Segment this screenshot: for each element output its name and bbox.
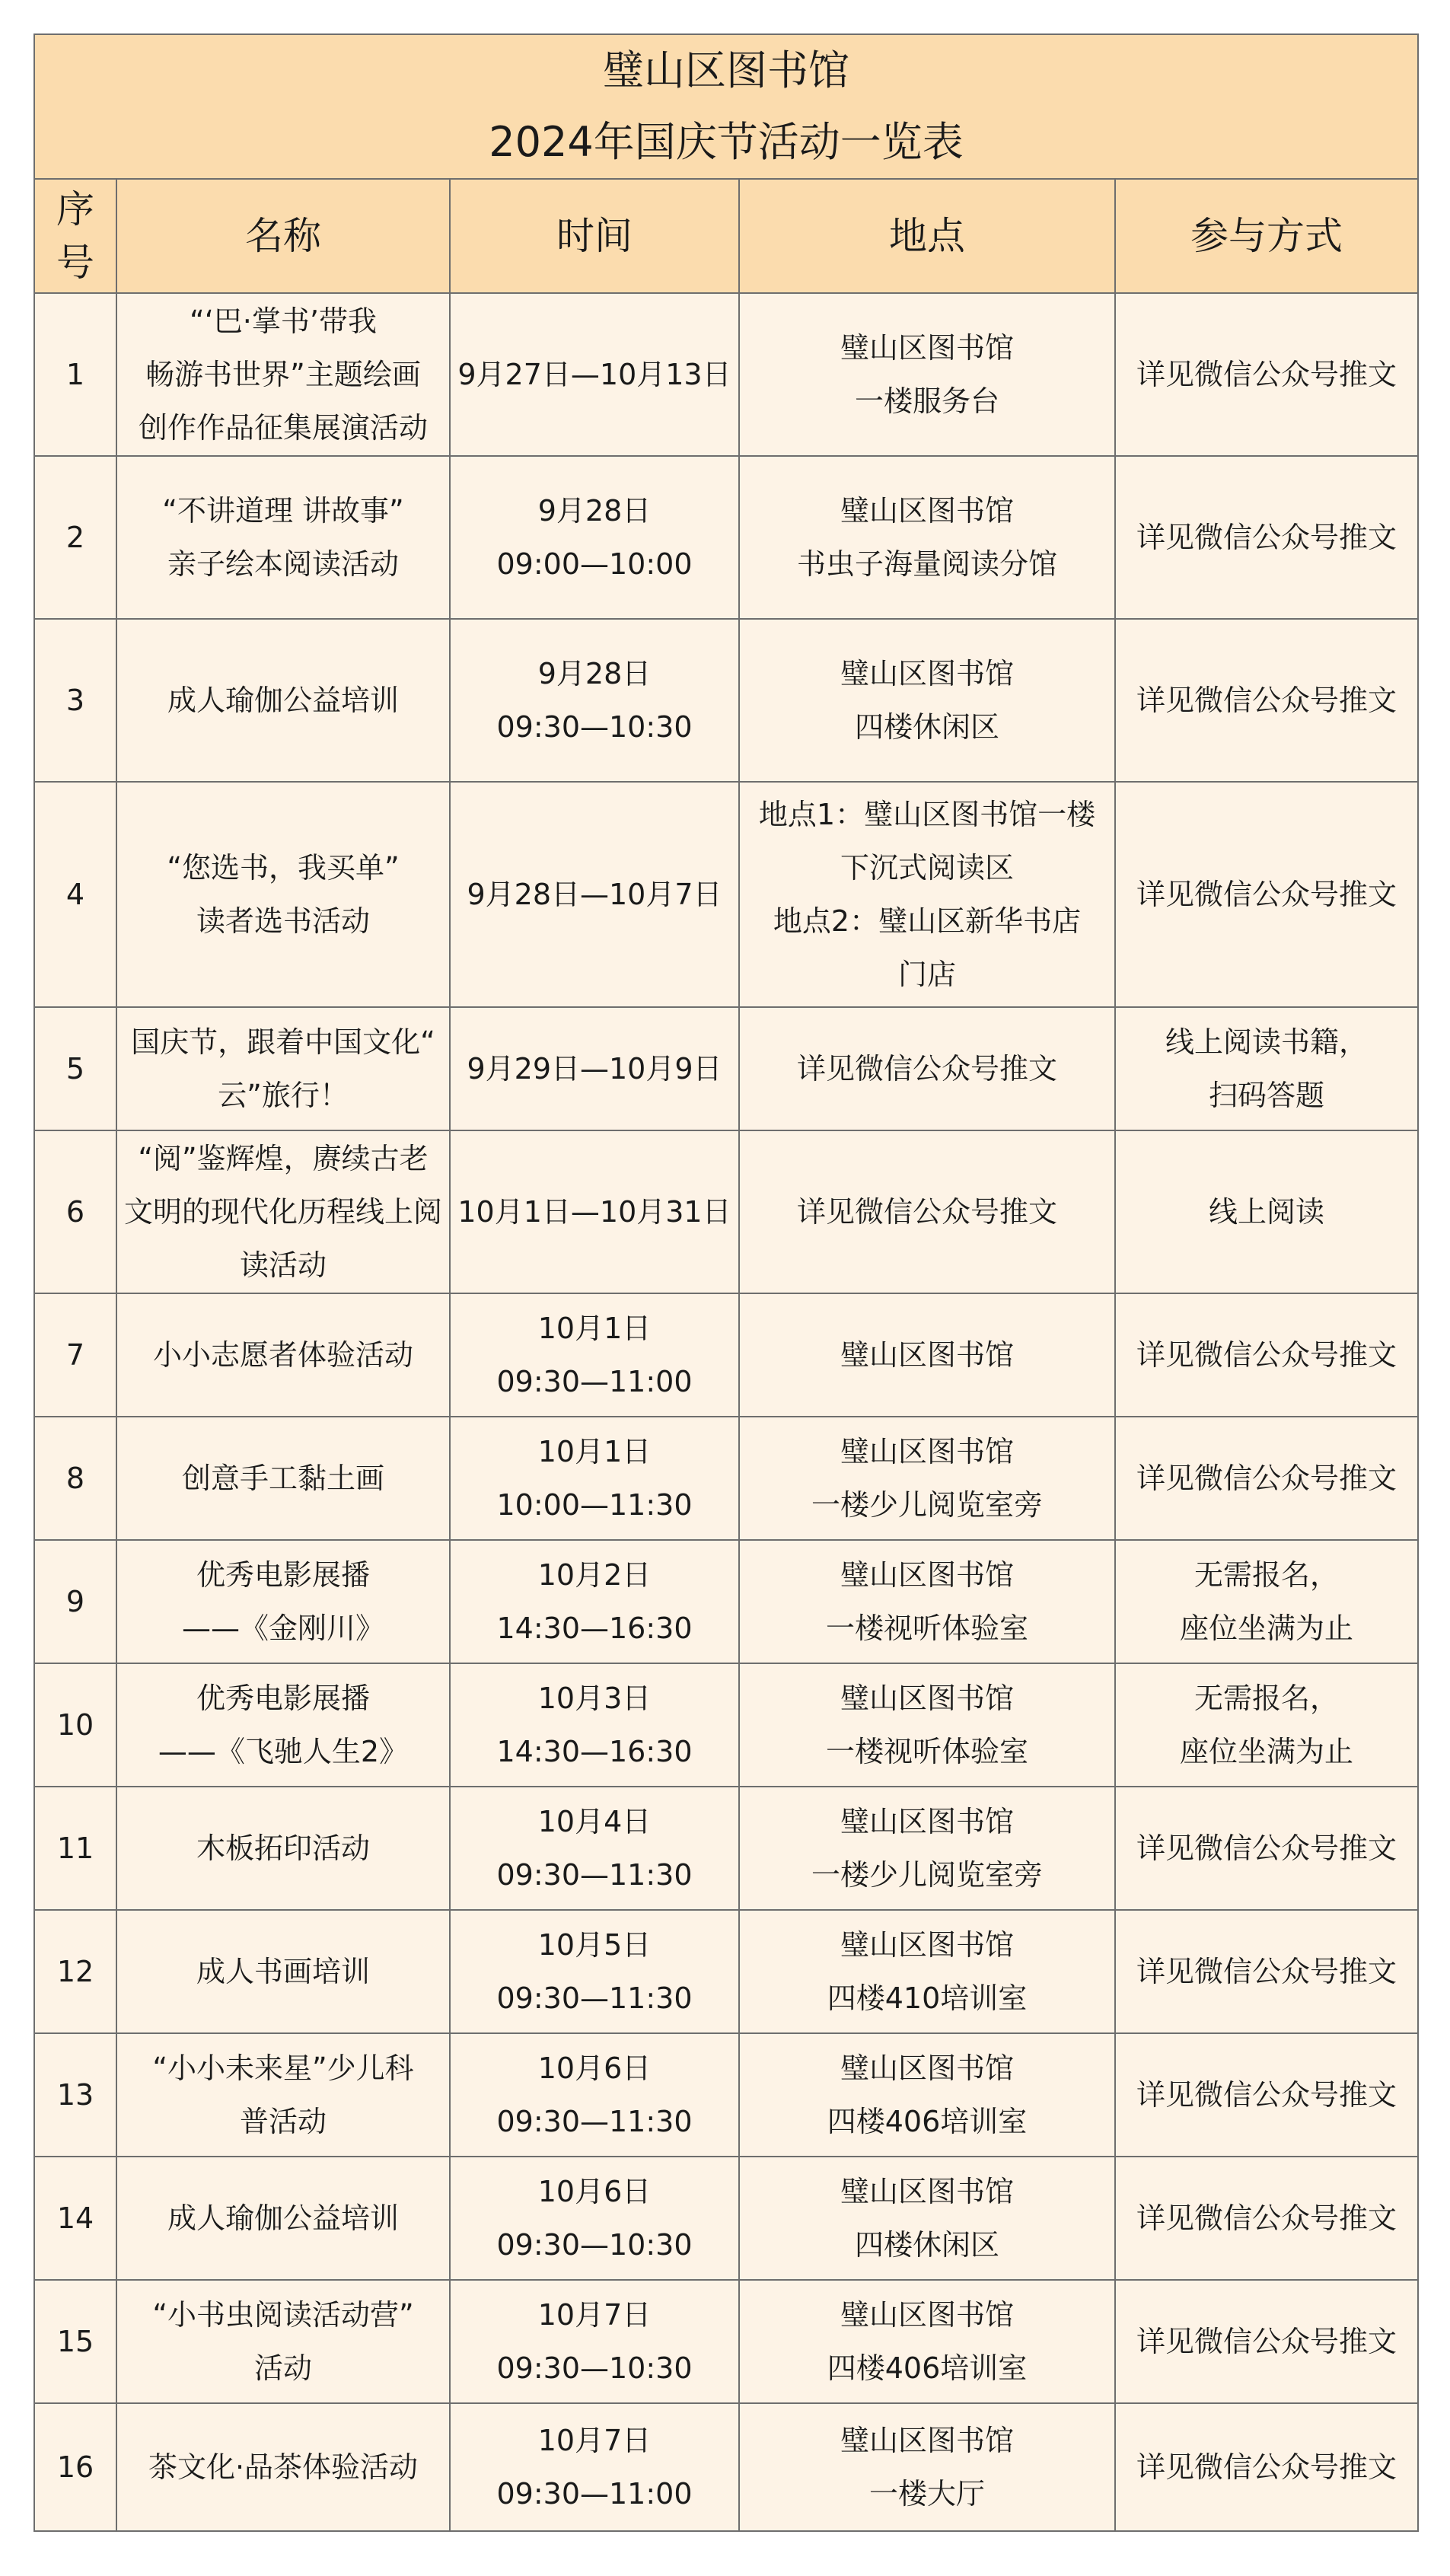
cell-time-line: 10月1日: [537, 1312, 652, 1345]
cell-time: [450, 2403, 739, 2531]
cell-time-line: 09:30—11:00: [496, 1365, 693, 1398]
cell-name-line: 读活动: [239, 1248, 327, 1282]
cell-join-line: 详见微信公众号推文: [1136, 1955, 1397, 1988]
cell-time-line: 10:00—11:30: [496, 1488, 693, 1522]
cell-name-line: 茶文化·品茶体验活动: [148, 2450, 419, 2484]
cell-place-line: 一楼少儿阅览室旁: [811, 1488, 1043, 1522]
cell-name: [116, 293, 450, 456]
cell-join: [1115, 619, 1418, 782]
cell-place-line: 四楼406培训室: [827, 2105, 1028, 2138]
cell-name-line: “‘巴·掌书’带我: [190, 304, 377, 338]
cell-time-line: 09:30—10:30: [496, 710, 693, 744]
cell-join-line: 详见微信公众号推文: [1136, 2325, 1397, 2358]
cell-no: 10: [34, 1663, 116, 1787]
cell-name-line: 文明的现代化历程线上阅: [123, 1195, 442, 1229]
cell-join-line: 详见微信公众号推文: [1136, 2201, 1397, 2235]
cell-name: [116, 2403, 450, 2531]
cell-name-line: 小小志愿者体验活动: [152, 1338, 413, 1372]
cell-join-line: 线上阅读: [1209, 1195, 1325, 1229]
cell-name-line: 国庆节，跟着中国文化“: [131, 1025, 435, 1059]
cell-join: [1115, 1293, 1418, 1417]
header-no: 序号: [34, 179, 116, 293]
cell-no: 3: [34, 619, 116, 782]
table-row: [34, 619, 1418, 782]
cell-place: [739, 782, 1115, 1007]
cell-place-line: 璧山区图书馆: [840, 2052, 1014, 2085]
cell-time-line: 14:30—16:30: [496, 1612, 693, 1645]
cell-join-line: 详见微信公众号推文: [1136, 684, 1397, 717]
cell-place-line: 一楼视听体验室: [825, 1612, 1028, 1645]
cell-place: [739, 1540, 1115, 1663]
cell-time-line: 10月7日: [537, 2298, 652, 2332]
cell-time-line: 10月1日: [537, 1435, 652, 1468]
cell-join: [1115, 1540, 1418, 1663]
cell-join-line: 详见微信公众号推文: [1136, 1338, 1397, 1372]
cell-place-line: 下沉式阅读区: [840, 851, 1014, 885]
cell-name-line: 优秀电影展播: [196, 1682, 370, 1715]
cell-place-line: 地点1：璧山区图书馆一楼: [758, 798, 1096, 831]
cell-name: [116, 619, 450, 782]
cell-time-line: 10月6日: [537, 2175, 652, 2208]
cell-name-line: 成人书画培训: [196, 1955, 370, 1988]
cell-time: [450, 1787, 739, 1910]
cell-time-line: 09:30—11:30: [496, 1858, 693, 1892]
cell-time-line: 9月28日: [537, 494, 652, 528]
table-row: [34, 1007, 1418, 1130]
cell-join-line: 无需报名，: [1194, 1558, 1340, 1592]
cell-name-line: “您选书，我买单”: [167, 851, 400, 885]
cell-time: [450, 2280, 739, 2403]
cell-join: [1115, 2403, 1418, 2531]
cell-name: [116, 1130, 450, 1293]
cell-place-line: 一楼服务台: [854, 384, 999, 418]
cell-name: [116, 2033, 450, 2157]
cell-time-line: 10月3日: [537, 1682, 652, 1715]
cell-no: 13: [34, 2033, 116, 2157]
cell-time: [450, 293, 739, 456]
cell-place-line: 四楼406培训室: [827, 2351, 1028, 2385]
cell-name: [116, 782, 450, 1007]
cell-name-line: 优秀电影展播: [196, 1558, 370, 1592]
cell-no: 7: [34, 1293, 116, 1417]
header-name: 名称: [116, 179, 450, 293]
cell-time-line: 10月1日—10月31日: [457, 1195, 731, 1229]
cell-join-line: 详见微信公众号推文: [1136, 878, 1397, 911]
table-row: [34, 2033, 1418, 2157]
cell-place: [739, 2033, 1115, 2157]
header-place: 地点: [739, 179, 1115, 293]
cell-time: [450, 1293, 739, 1417]
cell-join-line: 扫码答题: [1209, 1079, 1325, 1112]
cell-time: [450, 1130, 739, 1293]
cell-name-line: 畅游书世界”主题绘画: [145, 358, 421, 391]
cell-place-line: 四楼休闲区: [854, 2228, 999, 2262]
activity-table: [33, 33, 1419, 2532]
cell-time: [450, 1417, 739, 1540]
cell-name: [116, 1293, 450, 1417]
cell-join-line: 线上阅读书籍，: [1165, 1025, 1369, 1059]
cell-no: 2: [34, 456, 116, 619]
cell-name-line: 创意手工黏土画: [181, 1462, 384, 1495]
cell-time-line: 14:30—16:30: [496, 1735, 693, 1768]
cell-place: [739, 1910, 1115, 2033]
title-row: [34, 34, 1418, 179]
table-row: [34, 1910, 1418, 2033]
cell-time-line: 9月28日—10月7日: [467, 878, 722, 911]
cell-name: [116, 1910, 450, 2033]
cell-no: 16: [34, 2403, 116, 2531]
table-row: [34, 1417, 1418, 1540]
cell-time-line: 09:00—10:00: [496, 547, 693, 581]
cell-time-line: 10月6日: [537, 2052, 652, 2085]
cell-place: [739, 619, 1115, 782]
cell-name-line: 成人瑜伽公益培训: [167, 2201, 399, 2235]
cell-place: [739, 1787, 1115, 1910]
cell-place-line: 一楼少儿阅览室旁: [811, 1858, 1043, 1892]
cell-time-line: 09:30—10:30: [496, 2228, 693, 2262]
cell-name: [116, 456, 450, 619]
cell-join: [1115, 2280, 1418, 2403]
cell-no: 12: [34, 1910, 116, 2033]
cell-place-line: 四楼休闲区: [854, 710, 999, 744]
cell-no: 1: [34, 293, 116, 456]
table-row: [34, 293, 1418, 456]
activity-table-sheet: [33, 33, 1417, 2532]
table-row: [34, 1663, 1418, 1787]
cell-time: [450, 2033, 739, 2157]
cell-time-line: 9月27日—10月13日: [457, 358, 731, 391]
cell-place: [739, 2157, 1115, 2280]
cell-join-line: 详见微信公众号推文: [1136, 1832, 1397, 1865]
cell-place-line: 璧山区图书馆: [840, 1435, 1014, 1468]
cell-place: [739, 1130, 1115, 1293]
table-title-line2: 2024年国庆节活动一览表: [489, 118, 964, 166]
cell-time-line: 09:30—11:00: [496, 2477, 693, 2511]
cell-join-line: 详见微信公众号推文: [1136, 2450, 1397, 2484]
cell-name-line: “小书虫阅读活动营”: [152, 2298, 414, 2332]
cell-name-line: “小小未来星”少儿科: [152, 2052, 414, 2085]
cell-place-line: 璧山区图书馆: [840, 2424, 1014, 2457]
table-title-line1: 璧山区图书馆: [603, 46, 850, 94]
cell-time: [450, 1910, 739, 2033]
table-row: [34, 2403, 1418, 2531]
cell-time: [450, 1540, 739, 1663]
cell-name-line: ——《金刚川》: [181, 1612, 384, 1645]
table-row: [34, 1130, 1418, 1293]
cell-join: [1115, 293, 1418, 456]
table-row: [34, 782, 1418, 1007]
cell-no: 8: [34, 1417, 116, 1540]
cell-place: [739, 1007, 1115, 1130]
cell-time: [450, 2157, 739, 2280]
cell-name: [116, 2280, 450, 2403]
cell-join: [1115, 782, 1418, 1007]
table-row: [34, 2280, 1418, 2403]
cell-join: [1115, 1007, 1418, 1130]
cell-place-line: 书虫子海量阅读分馆: [796, 547, 1057, 581]
cell-time-line: 10月4日: [537, 1805, 652, 1838]
cell-name: [116, 1417, 450, 1540]
cell-time-line: 10月2日: [537, 1558, 652, 1592]
cell-time: [450, 1007, 739, 1130]
cell-join: [1115, 1663, 1418, 1787]
cell-join: [1115, 456, 1418, 619]
cell-place: [739, 2403, 1115, 2531]
cell-place-line: 璧山区图书馆: [840, 657, 1014, 690]
cell-join: [1115, 2157, 1418, 2280]
cell-no: 5: [34, 1007, 116, 1130]
cell-join: [1115, 1417, 1418, 1540]
table-row: [34, 1293, 1418, 1417]
cell-place-line: 璧山区图书馆: [840, 1928, 1014, 1962]
cell-time-line: 09:30—10:30: [496, 2351, 693, 2385]
table-row: [34, 1787, 1418, 1910]
cell-name-line: “阅”鉴辉煌，赓续古老: [138, 1142, 429, 1175]
cell-name-line: 创作作品征集展演活动: [138, 411, 428, 445]
cell-name-line: 活动: [253, 2351, 312, 2385]
cell-place-line: 门店: [897, 958, 956, 991]
cell-join: [1115, 1787, 1418, 1910]
cell-name-line: 亲子绘本阅读活动: [167, 547, 399, 581]
cell-time-line: 9月29日—10月9日: [467, 1052, 722, 1086]
cell-no: 6: [34, 1130, 116, 1293]
cell-join: [1115, 1130, 1418, 1293]
cell-no: 11: [34, 1787, 116, 1910]
cell-place: [739, 2280, 1115, 2403]
cell-place: [739, 1293, 1115, 1417]
cell-time: [450, 782, 739, 1007]
cell-no: 15: [34, 2280, 116, 2403]
cell-place-line: 详见微信公众号推文: [796, 1052, 1057, 1086]
cell-place-line: 璧山区图书馆: [840, 331, 1014, 365]
cell-name-line: ——《飞驰人生2》: [158, 1735, 409, 1768]
cell-place: [739, 293, 1115, 456]
cell-place-line: 璧山区图书馆: [840, 1558, 1014, 1592]
cell-time: [450, 456, 739, 619]
cell-time-line: 9月28日: [537, 657, 652, 690]
table-row: [34, 456, 1418, 619]
cell-join-line: 座位坐满为止: [1180, 1612, 1354, 1645]
cell-place-line: 璧山区图书馆: [840, 1338, 1014, 1372]
table-row: [34, 1540, 1418, 1663]
cell-place-line: 四楼410培训室: [827, 1981, 1028, 2015]
cell-name-line: 成人瑜伽公益培训: [167, 684, 399, 717]
cell-place-line: 一楼视听体验室: [825, 1735, 1028, 1768]
cell-name-line: 普活动: [239, 2105, 327, 2138]
cell-time-line: 10月5日: [537, 1928, 652, 1962]
cell-name-line: 读者选书活动: [196, 904, 370, 938]
cell-join-line: 详见微信公众号推文: [1136, 2078, 1397, 2112]
cell-name: [116, 1663, 450, 1787]
cell-place-line: 璧山区图书馆: [840, 2298, 1014, 2332]
cell-place-line: 一楼大厅: [868, 2477, 985, 2511]
cell-name-line: 云”旅行！: [218, 1079, 349, 1112]
cell-no: 9: [34, 1540, 116, 1663]
cell-join-line: 座位坐满为止: [1180, 1735, 1354, 1768]
cell-time: [450, 619, 739, 782]
cell-place-line: 璧山区图书馆: [840, 2175, 1014, 2208]
cell-place-line: 详见微信公众号推文: [796, 1195, 1057, 1229]
cell-place: [739, 1417, 1115, 1540]
cell-join-line: 无需报名，: [1194, 1682, 1340, 1715]
cell-name: [116, 2157, 450, 2280]
cell-place-line: 璧山区图书馆: [840, 1682, 1014, 1715]
cell-name: [116, 1540, 450, 1663]
cell-time: [450, 1663, 739, 1787]
cell-join-line: 详见微信公众号推文: [1136, 1462, 1397, 1495]
cell-name: [116, 1007, 450, 1130]
cell-place-line: 璧山区图书馆: [840, 494, 1014, 528]
cell-join: [1115, 1910, 1418, 2033]
cell-time-line: 09:30—11:30: [496, 2105, 693, 2138]
cell-place-line: 地点2：璧山区新华书店: [773, 904, 1082, 938]
cell-no: 4: [34, 782, 116, 1007]
cell-join-line: 详见微信公众号推文: [1136, 521, 1397, 554]
table-title: [34, 34, 1418, 179]
header-join: 参与方式: [1115, 179, 1418, 293]
cell-place: [739, 1663, 1115, 1787]
cell-place: [739, 456, 1115, 619]
cell-no: 14: [34, 2157, 116, 2280]
cell-place-line: 璧山区图书馆: [840, 1805, 1014, 1838]
cell-name-line: “不讲道理 讲故事”: [162, 494, 404, 528]
cell-join: [1115, 2033, 1418, 2157]
cell-name: [116, 1787, 450, 1910]
cell-time-line: 09:30—11:30: [496, 1981, 693, 2015]
table-body: [34, 293, 1418, 2531]
cell-join-line: 详见微信公众号推文: [1136, 358, 1397, 391]
header-row: [34, 179, 1418, 293]
header-time: 时间: [450, 179, 739, 293]
cell-time-line: 10月7日: [537, 2424, 652, 2457]
table-row: [34, 2157, 1418, 2280]
cell-name-line: 木板拓印活动: [196, 1832, 370, 1865]
